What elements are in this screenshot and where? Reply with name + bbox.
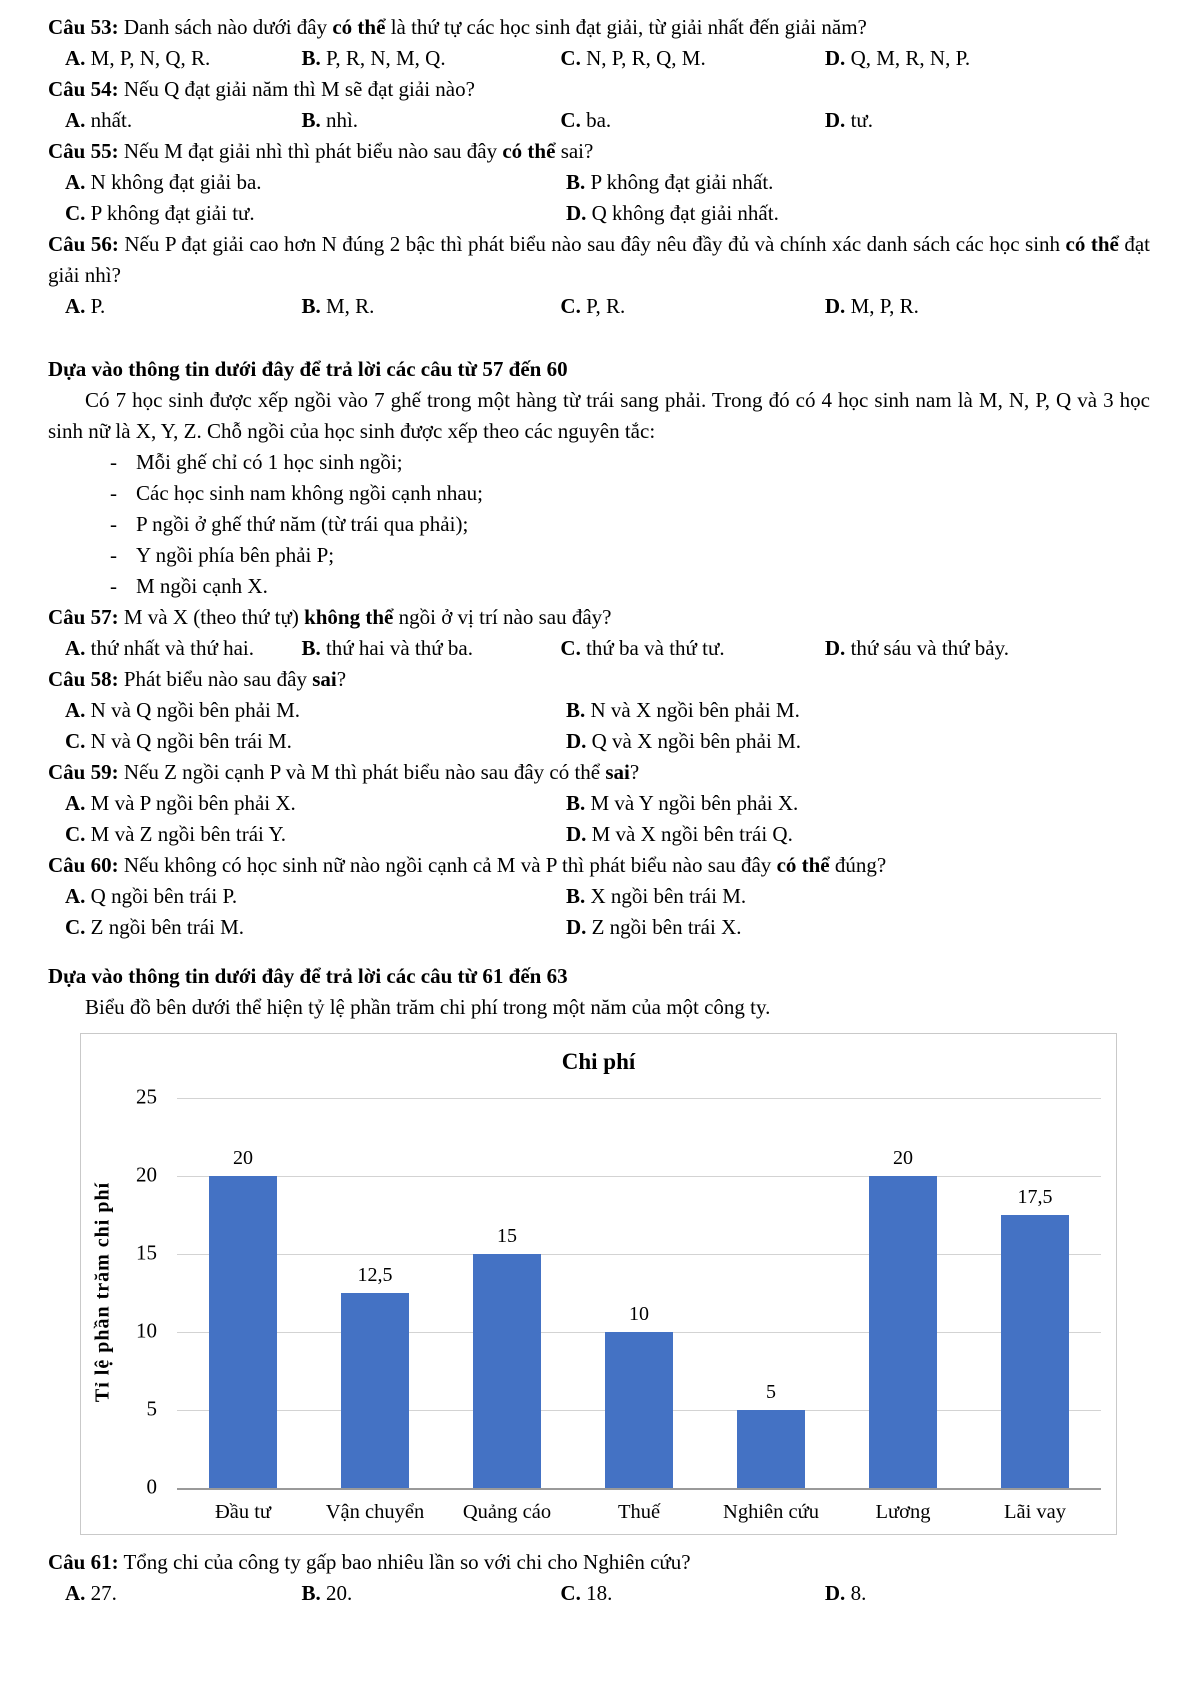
question-55-post: sai? [555, 139, 594, 163]
rule-item-5-text: M ngồi cạnh X. [136, 574, 268, 598]
option-59-b [566, 788, 1150, 819]
question-61-number: Câu 61: [48, 1550, 119, 1574]
option-59-c-letter: C. [65, 822, 86, 846]
option-57-d-letter: D. [824, 636, 846, 660]
option-55-b-text: P không đạt giải nhất. [590, 170, 774, 194]
option-60-d-text: Z ngồi bên trái X. [591, 915, 742, 939]
option-61-a-text: 27. [90, 1581, 117, 1605]
question-55-options [48, 167, 1150, 229]
option-61-c [560, 1578, 824, 1609]
question-58-text [48, 664, 1150, 695]
question-61 [48, 1547, 1150, 1609]
option-56-d-text: M, P, R. [850, 294, 919, 318]
option-60-a-letter: A. [65, 884, 86, 908]
option-56-c-text: P, R. [586, 294, 626, 318]
option-55-d [566, 198, 1150, 229]
question-60-options [48, 881, 1150, 943]
rule-item-3-text: P ngồi ở ghế thứ năm (từ trái qua phải); [136, 512, 469, 536]
question-60-emphasis: có thể [776, 853, 830, 877]
option-54-c-letter: C. [560, 108, 581, 132]
option-55-d-letter: D. [565, 201, 587, 225]
x-category-label-6: Lãi vay [1003, 1501, 1067, 1523]
option-54-b-letter: B. [301, 108, 321, 132]
option-59-a-text: M và P ngồi bên phải X. [90, 791, 296, 815]
bar-slot-1 [309, 1098, 441, 1488]
option-58-c [48, 726, 566, 757]
option-56-a-text: P. [90, 294, 106, 318]
x-category-label-1: Vận chuyển [325, 1501, 425, 1523]
question-58 [48, 664, 1150, 757]
option-55-a-text: N không đạt giải ba. [90, 170, 262, 194]
question-58-options [48, 695, 1150, 757]
option-53-b-text: P, R, N, M, Q. [325, 46, 446, 70]
option-53-a-text: M, P, N, Q, R. [90, 46, 211, 70]
option-53-d [825, 43, 1150, 74]
x-category-label-0: Đầu tư [214, 1501, 272, 1523]
option-57-d [825, 633, 1150, 664]
option-54-d-letter: D. [824, 108, 846, 132]
option-55-b [566, 167, 1150, 198]
option-59-b-text: M và Y ngồi bên phải X. [590, 791, 799, 815]
rule-item-4 [48, 540, 1150, 571]
question-56 [48, 229, 1150, 322]
question-58-post: ? [336, 667, 347, 691]
y-tick-0: 0 [146, 1474, 157, 1499]
option-54-b [301, 105, 560, 136]
x-category-label-4: Nghiên cứu [723, 1501, 819, 1523]
expense-bar-chart [80, 1033, 1117, 1535]
question-54-pre: Nếu Q đạt giải năm thì M sẽ đạt giải nào? [118, 77, 475, 101]
question-53 [48, 12, 1150, 74]
option-56-a [48, 291, 301, 322]
option-54-c-text: ba. [586, 108, 612, 132]
option-57-b [301, 633, 560, 664]
question-60-text [48, 850, 1150, 881]
question-59-text [48, 757, 1150, 788]
rule-item-1-text: Mỗi ghế chỉ có 1 học sinh ngồi; [136, 450, 403, 474]
section-header-57-60: Dựa vào thông tin dưới đây để trả lời các câu từ 57 đến 60 [48, 357, 568, 381]
option-59-d-letter: D. [565, 822, 587, 846]
option-55-b-letter: B. [565, 170, 586, 194]
x-category-label-5: Lương [875, 1501, 931, 1523]
option-55-a-letter: A. [65, 170, 86, 194]
rule-item-4-text: Y ngồi phía bên phải P; [136, 543, 335, 567]
option-59-a-letter: A. [65, 791, 86, 815]
question-54-options [48, 105, 1150, 136]
question-57-post: ngồi ở vị trí nào sau đây? [393, 605, 612, 629]
bullet-dash: - [110, 574, 117, 598]
bar-4 [737, 1410, 806, 1488]
question-57-emphasis: không thể [304, 605, 394, 629]
option-61-d-letter: D. [824, 1581, 846, 1605]
option-59-b-letter: B. [565, 791, 586, 815]
option-58-d-text: Q và X ngồi bên phải M. [591, 729, 801, 753]
option-56-c-letter: C. [560, 294, 581, 318]
option-58-d [566, 726, 1150, 757]
question-53-text [48, 12, 1150, 43]
question-55-text [48, 136, 1150, 167]
option-61-b-letter: B. [301, 1581, 321, 1605]
option-53-d-text: Q, M, R, N, P. [850, 46, 971, 70]
option-57-d-text: thứ sáu và thứ bảy. [850, 636, 1010, 660]
option-58-a [48, 695, 566, 726]
option-55-a [48, 167, 566, 198]
option-55-c [48, 198, 566, 229]
question-56-number: Câu 56: [48, 232, 119, 256]
option-60-b-letter: B. [565, 884, 586, 908]
bar-value-label-2: 15 [497, 1225, 517, 1247]
question-60-post: đúng? [829, 853, 887, 877]
x-category-label-2: Quảng cáo [462, 1501, 552, 1523]
section-61-63-intro: Biểu đồ bên dưới thể hiện tỷ lệ phần trăm chi phí trong một năm của một công ty. [85, 995, 771, 1019]
option-57-b-letter: B. [301, 636, 321, 660]
bar-value-label-5: 20 [893, 1147, 913, 1169]
option-55-c-letter: C. [65, 201, 86, 225]
question-53-pre: Danh sách nào dưới đây [118, 15, 333, 39]
bar-value-label-4: 5 [766, 1381, 776, 1403]
question-53-options [48, 43, 1150, 74]
bullet-dash: - [110, 450, 117, 474]
option-58-b-letter: B. [565, 698, 586, 722]
option-56-d-letter: D. [824, 294, 846, 318]
option-60-d [566, 912, 1150, 943]
option-61-d [825, 1578, 1150, 1609]
bar-1 [341, 1293, 410, 1488]
option-57-a-letter: A. [65, 636, 86, 660]
rules-list [48, 447, 1150, 602]
bar-value-label-3: 10 [629, 1303, 649, 1325]
bar-value-label-0: 20 [233, 1147, 253, 1169]
option-53-a-letter: A. [65, 46, 86, 70]
y-tick-15: 15 [136, 1240, 157, 1265]
option-58-d-letter: D. [565, 729, 587, 753]
question-60 [48, 850, 1150, 943]
question-59 [48, 757, 1150, 850]
bar-value-label-6: 17,5 [1017, 1186, 1053, 1208]
option-61-a [48, 1578, 301, 1609]
option-60-d-letter: D. [565, 915, 587, 939]
question-53-post: là thứ tự các học sinh đạt giải, từ giải nhất đến giải năm? [385, 15, 867, 39]
option-61-c-text: 18. [586, 1581, 613, 1605]
question-58-emphasis: sai [312, 667, 337, 691]
option-61-b [301, 1578, 560, 1609]
option-54-a [48, 105, 301, 136]
question-60-pre: Nếu không có học sinh nữ nào ngồi cạnh cả M và P thì phát biểu nào sau đây [118, 853, 777, 877]
option-61-c-letter: C. [560, 1581, 581, 1605]
bar-0 [209, 1176, 278, 1488]
option-58-c-text: N và Q ngồi bên trái M. [90, 729, 292, 753]
rule-item-1 [48, 447, 1150, 478]
y-tick-5: 5 [146, 1396, 157, 1421]
option-54-d-text: tư. [850, 108, 874, 132]
bars-container [177, 1098, 1101, 1488]
rule-item-2 [48, 478, 1150, 509]
option-59-d-text: M và X ngồi bên trái Q. [591, 822, 793, 846]
question-55-number: Câu 55: [48, 139, 119, 163]
plot-area [136, 1084, 1101, 1499]
bullet-dash: - [110, 512, 117, 536]
option-55-d-text: Q không đạt giải nhất. [591, 201, 779, 225]
y-tick-20: 20 [136, 1162, 157, 1187]
question-55 [48, 136, 1150, 229]
option-58-b [566, 695, 1150, 726]
option-57-c-text: thứ ba và thứ tư. [586, 636, 725, 660]
option-59-c [48, 819, 566, 850]
option-57-a-text: thứ nhất và thứ hai. [90, 636, 254, 660]
question-56-emphasis: có thể [1065, 232, 1119, 256]
question-57-number: Câu 57: [48, 605, 119, 629]
option-58-a-letter: A. [65, 698, 86, 722]
rule-item-5 [48, 571, 1150, 602]
question-61-text [48, 1547, 1150, 1578]
option-60-a-text: Q ngồi bên trái P. [90, 884, 238, 908]
bar-slot-6 [969, 1098, 1101, 1488]
chart-title: Chi phí [561, 1049, 636, 1074]
question-54-number: Câu 54: [48, 77, 119, 101]
option-54-d [825, 105, 1150, 136]
option-60-a [48, 881, 566, 912]
bullet-dash: - [110, 481, 117, 505]
option-56-b [301, 291, 560, 322]
bar-value-label-1: 12,5 [357, 1264, 393, 1286]
x-category-label-3: Thuế [617, 1501, 661, 1523]
question-56-text [48, 229, 1150, 291]
question-58-number: Câu 58: [48, 667, 119, 691]
option-54-a-text: nhất. [90, 108, 133, 132]
section-57-60-intro: Có 7 học sinh được xếp ngồi vào 7 ghế trong một hàng từ trái sang phải. Trong đó có 4 học sinh nam là M, N, P, Q và 3 học sinh nữ là X, Y, Z. Chỗ ngồi của học sinh được xếp theo các nguyên tắc: [48, 388, 1150, 443]
y-tick-25: 25 [136, 1084, 157, 1109]
option-53-a [48, 43, 301, 74]
bar-5 [869, 1176, 938, 1488]
option-56-c [560, 291, 824, 322]
bullet-dash: - [110, 543, 117, 567]
option-53-c-text: N, P, R, Q, M. [586, 46, 706, 70]
option-55-c-text: P không đạt giải tư. [90, 201, 255, 225]
y-axis-title: Tỉ lệ phần trăm chi phí [91, 1181, 114, 1403]
option-53-c [560, 43, 824, 74]
option-57-c [560, 633, 824, 664]
y-tick-10: 10 [136, 1318, 157, 1343]
option-60-c-letter: C. [65, 915, 86, 939]
bar-6 [1001, 1215, 1070, 1488]
option-58-a-text: N và Q ngồi bên phải M. [90, 698, 301, 722]
question-59-pre: Nếu Z ngồi cạnh P và M thì phát biểu nào sau đây có thể [118, 760, 606, 784]
question-53-number: Câu 53: [48, 15, 119, 39]
rule-item-3 [48, 509, 1150, 540]
question-61-pre: Tổng chi của công ty gấp bao nhiêu lần so với chi cho Nghiên cứu? [118, 1550, 691, 1574]
option-61-d-text: 8. [850, 1581, 867, 1605]
question-57-options [48, 633, 1150, 664]
option-60-b [566, 881, 1150, 912]
option-61-a-letter: A. [65, 1581, 86, 1605]
question-57-pre: M và X (theo thứ tự) [118, 605, 305, 629]
question-61-options [48, 1578, 1150, 1609]
question-53-emphasis: có thể [332, 15, 386, 39]
bar-slot-2 [441, 1098, 573, 1488]
question-55-emphasis: có thể [502, 139, 556, 163]
question-59-number: Câu 59: [48, 760, 119, 784]
question-57-text [48, 602, 1150, 633]
option-59-d [566, 819, 1150, 850]
bar-2 [473, 1254, 542, 1488]
option-60-c [48, 912, 566, 943]
question-56-pre: Nếu P đạt giải cao hơn N đúng 2 bậc thì phát biểu nào sau đây nêu đầy đủ và chính xác danh sách các học sinh [118, 232, 1066, 256]
option-58-c-letter: C. [65, 729, 86, 753]
bar-slot-0 [177, 1098, 309, 1488]
option-61-b-text: 20. [325, 1581, 353, 1605]
option-56-a-letter: A. [65, 294, 86, 318]
question-57 [48, 602, 1150, 664]
option-56-b-letter: B. [301, 294, 321, 318]
option-57-a [48, 633, 301, 664]
question-54-text [48, 74, 1150, 105]
question-58-pre: Phát biểu nào sau đây [118, 667, 313, 691]
option-60-c-text: Z ngồi bên trái M. [90, 915, 245, 939]
option-57-c-letter: C. [560, 636, 581, 660]
question-56-options [48, 291, 1150, 322]
option-53-d-letter: D. [824, 46, 846, 70]
option-53-b-letter: B. [301, 46, 321, 70]
question-59-emphasis: sai [605, 760, 630, 784]
rule-item-2-text: Các học sinh nam không ngồi cạnh nhau; [136, 481, 484, 505]
question-59-options [48, 788, 1150, 850]
option-56-d [825, 291, 1150, 322]
option-54-c [560, 105, 824, 136]
bar-slot-5 [837, 1098, 969, 1488]
option-59-a [48, 788, 566, 819]
question-56-post: đạt giải nhì? [48, 232, 1150, 287]
option-57-b-text: thứ hai và thứ ba. [325, 636, 473, 660]
section-header-61-63: Dựa vào thông tin dưới đây để trả lời các câu từ 61 đến 63 [48, 964, 568, 988]
bar-3 [605, 1332, 674, 1488]
option-60-b-text: X ngồi bên trái M. [590, 884, 747, 908]
option-59-c-text: M và Z ngồi bên trái Y. [90, 822, 287, 846]
option-54-a-letter: A. [65, 108, 86, 132]
question-54 [48, 74, 1150, 136]
x-axis-labels [177, 1500, 1101, 1524]
bar-slot-4 [705, 1098, 837, 1488]
option-53-c-letter: C. [560, 46, 581, 70]
question-55-pre: Nếu M đạt giải nhì thì phát biểu nào sau đây [118, 139, 503, 163]
bar-slot-3 [573, 1098, 705, 1488]
option-53-b [301, 43, 560, 74]
question-59-post: ? [629, 760, 640, 784]
option-54-b-text: nhì. [325, 108, 359, 132]
question-60-number: Câu 60: [48, 853, 119, 877]
option-56-b-text: M, R. [325, 294, 375, 318]
option-58-b-text: N và X ngồi bên phải M. [590, 698, 800, 722]
